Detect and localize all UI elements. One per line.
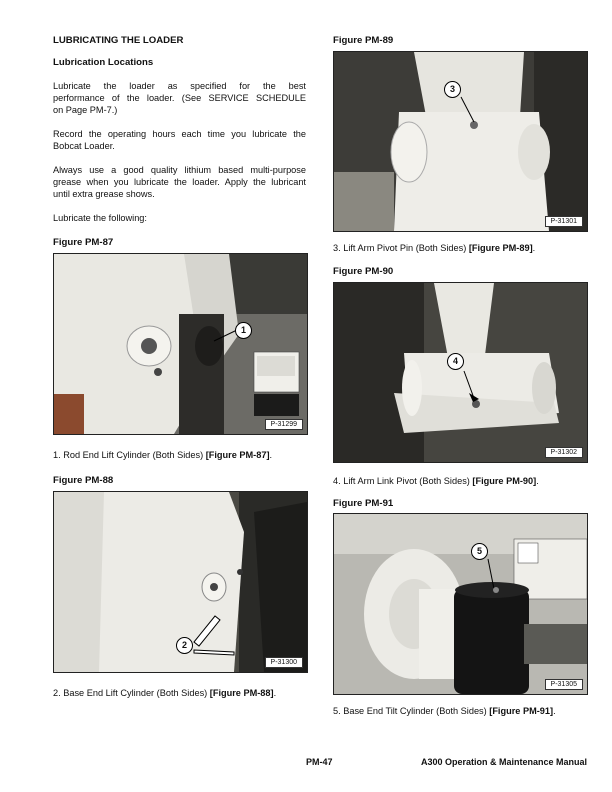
figure-caption — [333, 242, 535, 254]
callout-marker: 2 — [176, 637, 193, 654]
section-heading: LUBRICATING THE LOADER — [53, 35, 184, 46]
figure-photo-pm88 — [53, 491, 308, 673]
figure-label: Figure PM-91 — [333, 498, 394, 509]
callout-marker: 4 — [447, 353, 464, 370]
figure-label: Figure PM-89 — [333, 35, 394, 46]
figure-caption — [333, 475, 539, 487]
paragraph-line: Bobcat Loader. — [53, 141, 115, 151]
page-number: PM-47 — [306, 757, 333, 767]
caption-end: . — [536, 476, 539, 486]
figure-photo-pm90 — [333, 282, 588, 463]
photo-number: P-31300 — [265, 657, 303, 668]
caption-end: . — [532, 243, 536, 253]
figure-label: Figure PM-87 — [53, 237, 114, 248]
subsection-heading: Lubrication Locations — [53, 57, 154, 68]
caption-figure-ref: [Figure PM-90] — [472, 476, 537, 486]
caption-figure-ref: [Figure PM-91] — [489, 706, 554, 716]
callout-marker: 3 — [444, 81, 461, 98]
manual-title: A300 Operation & Maintenance Manual — [421, 757, 588, 767]
figure-caption — [53, 687, 276, 699]
figure-label: Figure PM-88 — [53, 475, 114, 486]
figure-photo-pm89 — [333, 51, 588, 232]
paragraph-line: Record the operating hours each time you lubricate the — [53, 129, 306, 139]
photo-lift-arm-link-pivot — [334, 283, 587, 462]
photo-lift-arm-pivot-pin — [334, 52, 587, 231]
caption-figure-ref: [Figure PM-89] — [468, 243, 533, 253]
figure-photo-pm91 — [333, 513, 588, 695]
caption-figure-ref: [Figure PM-88] — [209, 688, 274, 698]
caption-text: 4. Lift Arm Link Pivot (Both Sides) — [333, 476, 473, 486]
photo-base-end-tilt-cylinder — [334, 514, 587, 694]
paragraph-record-hours — [53, 128, 306, 152]
caption-text: 2. Base End Lift Cylinder (Both Sides) — [53, 688, 210, 698]
paragraph-line: Always use a good quality lithium based multi-purpose — [53, 165, 306, 175]
caption-end: . — [269, 450, 273, 460]
caption-text: 5. Base End Tilt Cylinder (Both Sides) — [333, 706, 490, 716]
caption-text: 3. Lift Arm Pivot Pin (Both Sides) — [333, 243, 469, 253]
caption-text: 1. Rod End Lift Cylinder (Both Sides) — [53, 450, 206, 460]
photo-number: P-31301 — [545, 216, 583, 227]
caption-figure-ref: [Figure PM-87] — [205, 450, 270, 460]
paragraph-lubricate-following: Lubricate the following: — [53, 213, 147, 223]
figure-photo-pm87 — [53, 253, 308, 435]
caption-end: . — [553, 706, 556, 716]
figure-label: Figure PM-90 — [333, 266, 394, 277]
paragraph-line: performance of the loader. (See SERVICE SCHEDULE — [53, 93, 306, 103]
figure-caption — [53, 449, 272, 461]
callout-marker: 5 — [471, 543, 488, 560]
figure-caption — [333, 705, 556, 717]
photo-number: P-31305 — [545, 679, 583, 690]
caption-end: . — [273, 688, 277, 698]
paragraph-line: grease when you lubricate the loader. Apply the lubricant — [53, 177, 306, 187]
photo-number: P-31302 — [545, 447, 583, 458]
paragraph-line: Lubricate the loader as specified for the best — [53, 81, 306, 91]
paragraph-grease — [53, 164, 306, 200]
paragraph-lubricate — [53, 80, 306, 116]
paragraph-line: on Page PM-7.) — [53, 105, 118, 115]
photo-number: P-31299 — [265, 419, 303, 430]
photo-rod-end-lift-cylinder — [54, 254, 307, 434]
paragraph-line: until extra grease shows. — [53, 189, 155, 199]
callout-marker: 1 — [235, 322, 252, 339]
